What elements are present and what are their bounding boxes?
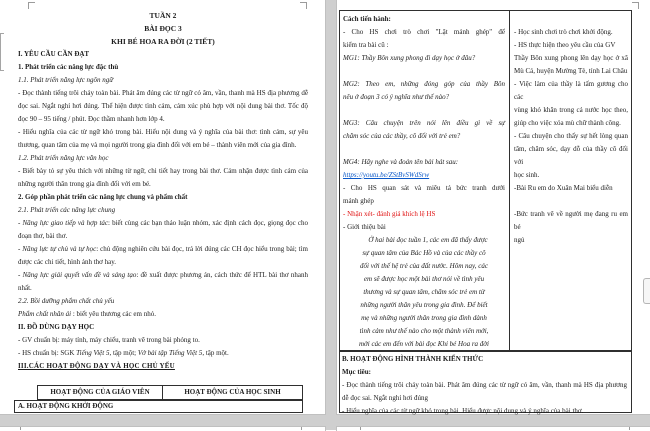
paragraph [18, 269, 308, 295]
paragraph: - Biết bày tỏ sự yêu thích với những từ ngữ, chi tiết hay trong bài thơ. Cảm nhận được tình cảm của những người thân trong gia đình đối với em bé. [18, 167, 308, 188]
paragraph [343, 169, 505, 182]
paragraph: II. ĐỒ DÙNG DẠY HỌC [18, 323, 95, 331]
paragraph: - Hiểu nghĩa của các từ ngữ khó trong bài. Hiểu được nội dung và ý nghĩa của bài thơ. [342, 407, 584, 415]
paragraph: nêu ở đoạn 3 có ý nghĩa như thế nào? [343, 93, 450, 101]
paragraph: tình cảm như thế nào cho một thành viên mới, [359, 327, 489, 335]
paragraph: - Đọc thành tiếng trôi chảy toàn bài. Phát âm đúng các từ ngữ có âm, vần, thanh mà HS địa phương dễ đọc sai. Ngắt nghỉ hơi đúng [342, 381, 627, 402]
paragraph: 2. Góp phần phát triển các năng lực chung và phẩm chất [18, 193, 188, 201]
paragraph: MG1: Thầy Bôn xung phong đi dạy học ở đâu? [343, 54, 476, 62]
paragraph: ngủ [514, 236, 525, 244]
text-run: : đề xuất được phương án, cách thức để HTL bài thơ nhanh nhất. [18, 271, 308, 292]
paragraph: -Bức tranh vẽ về người mẹ đang ru em bé [514, 210, 628, 231]
paragraph: Thầy Bôn xung phong lên dạy học ở xã [514, 54, 628, 62]
text-run: - [18, 219, 23, 227]
paragraph [18, 243, 308, 269]
paragraph: Cách tiến hành: [343, 15, 391, 23]
paragraph: - Học sinh chơi trò chơi khởi động. [514, 28, 613, 36]
paragraph: giúp cho việc xóa mù chữ thành công. [514, 119, 621, 127]
header-cell-student: HOẠT ĐỘNG CỦA HỌC SINH [184, 388, 281, 396]
paragraph: 2.1. Phát triển các năng lực chung [18, 206, 116, 214]
paragraph: - Việc làm của thầy là tấm gương cho các [514, 80, 628, 101]
text-boundary-mark [28, 2, 35, 9]
paragraph: Mù Cả, huyện Mường Tè, tỉnh Lai Châu [514, 67, 628, 75]
paragraph: em sẽ được học một bài thơ nói về tình yêu [363, 275, 485, 283]
text-run: - HS chuẩn bị: SGK [18, 349, 77, 357]
teacher-activity-cell [343, 13, 505, 351]
next-page-edge-left [0, 427, 325, 431]
paragraph: 1. Phát triển các năng lực đặc thù [18, 63, 119, 71]
paragraph: kiểm tra bài cũ : [343, 41, 389, 49]
text-run: : biết yêu thương các em nhỏ. [71, 310, 156, 318]
text-run: : chủ động nghiên cứu bài đọc, trả lời đúng các CH đọc hiểu trong bài; tìm được các chi tiết, hình ảnh thơ hay. [18, 245, 308, 266]
paragraph: - Cho HS chơi trò chơi "Lật mảnh ghép" để [343, 28, 505, 36]
paragraph: 2.2. Bồi dưỡng phẩm chất chủ yếu [18, 297, 115, 305]
text-run: Năng lực giao tiếp và hợp tác [22, 219, 109, 227]
activities-table-row-a: A. HOẠT ĐỘNG KHỞI ĐỘNG [14, 400, 303, 413]
paragraph: thương và sự quan tâm, chăm sóc trẻ em từ [363, 288, 485, 296]
paragraph [18, 308, 308, 321]
paragraph [514, 195, 628, 208]
paragraph: KHI BÉ HOA RA ĐỜI (2 TIẾT) [111, 37, 215, 46]
paragraph [18, 347, 308, 360]
next-page-edge-right [337, 427, 650, 431]
text-run: Năng lực tự chủ và tự học [22, 245, 97, 253]
paragraph: mẹ và những người thân trong gia đình dành [361, 314, 487, 322]
paragraph: B. HOẠT ĐỘNG HÌNH THÀNH KIẾN THỨC [342, 355, 484, 363]
paragraph: - Hiểu nghĩa của các từ ngữ khó trong bài. Hiểu nội dung và ý nghĩa của bài thơ: tình cảm, sự yêu thương, quan tâm của mẹ và mọi người trong gia đình đối với em bé – thành viên mới của gia đình. [18, 128, 308, 149]
paragraph: Mục tiêu: [342, 368, 371, 376]
text-boundary-mark [300, 2, 307, 9]
paragraph: đối với thế hệ trẻ của đất nước. Hôm nay, các [360, 262, 488, 270]
paragraph [514, 13, 628, 26]
paragraph: sự quan tâm của Bác Hồ và của các thầy cô [362, 249, 486, 257]
page-left [0, 0, 325, 414]
vertical-ruler-fragment [0, 33, 1, 71]
paragraph: BÀI ĐỌC 3 [144, 24, 182, 33]
paragraph: 1.2. Phát triển năng lực văn học [18, 154, 109, 162]
paragraph: 1.1. Phát triển năng lực ngôn ngữ [18, 76, 114, 84]
text-run: Tiếng Việt 5 [76, 349, 110, 357]
text-boundary-mark [632, 2, 639, 9]
paragraph: I. YÊU CẦU CẦN ĐẠT [18, 50, 90, 58]
paragraph: những người thân yêu trong gia đình. Để biết [360, 301, 488, 309]
text-run: , tập một; [109, 349, 138, 357]
paragraph: vùng khó khăn trong cả nước học theo, [514, 106, 628, 114]
paragraph [343, 65, 505, 78]
page-right [337, 0, 650, 414]
paragraph: mời các em đến với bài đọc Khi bé Hoa ra đời [359, 340, 489, 348]
paragraph: - HS thực hiện theo yêu cầu của GV [514, 41, 616, 49]
paragraph: TUẦN 2 [149, 11, 177, 20]
youtube-link[interactable]: https://youtu.be/ZStBvSWdSrw [343, 171, 430, 179]
paragraph: - Nhận xét- đánh giá khích lệ HS [343, 210, 436, 218]
header-cell-teacher: HOẠT ĐỘNG CỦA GIÁO VIÊN [38, 386, 163, 399]
text-run: - [18, 271, 23, 279]
paragraph: học sinh. [514, 171, 540, 179]
paragraph [343, 143, 505, 156]
paragraph: - Đọc thành tiếng trôi chảy toàn bài. Phát âm đúng các từ ngữ có âm, vần, thanh mà HS địa phương dễ đọc sai. Ngắt nghỉ hơi đúng. Thể hiện được tình cảm, cảm xúc phù hợp với nội dung bài thơ. Tốc độ đọc 90 – 95 tiếng / phút. Đọc thầm nhanh hơn lớp 4. [18, 89, 308, 123]
paragraph: MG2: Theo em, những đóng góp của thầy Bôn [343, 80, 505, 88]
paragraph: - Giới thiệu bài [343, 223, 386, 231]
section-b-cell [342, 353, 627, 418]
paragraph: mảnh ghép [343, 197, 374, 205]
text-run: Năng lực giải quyết vấn đề và sáng tạo [22, 271, 137, 279]
paragraph: tâm, chăm sóc, dạy dỗ của thầy cô đối với [514, 145, 628, 166]
scroll-widget[interactable] [643, 278, 650, 304]
paragraph: -Bài Ru em do Xuân Mai biểu diễn [514, 184, 613, 192]
text-run: , tập một. [202, 349, 229, 357]
paragraph: Ở hai bài đọc tuần 1, các em đã thấy được [368, 236, 488, 244]
text-run: Phẩm chất nhân ái [18, 310, 72, 318]
text-run: : biết cùng các bạn thảo luận nhóm, xác định cách đọc, giọng đọc cho đoạn thơ, bài thơ. [18, 219, 308, 240]
paragraph: - Cho HS quan sát và miêu tả bức tranh dưới [343, 184, 505, 192]
paragraph: - Câu chuyện cho thấy sự hết lòng quan [514, 132, 628, 140]
student-activity-cell [514, 13, 628, 247]
lesson-table-column-divider [509, 10, 510, 351]
paragraph: - GV chuẩn bị: máy tính, máy chiếu, tranh vẽ trong bài phóng to. [18, 336, 200, 344]
text-run: Vở bài tập Tiếng Việt 5 [137, 349, 203, 357]
paragraph: III.CÁC HOẠT ĐỘNG DẠY VÀ HỌC CHỦ YẾU [18, 362, 175, 370]
paragraph: MG4: Hãy nghe và đoán tên bài hát sau: [343, 158, 459, 166]
text-run: - [18, 245, 23, 253]
paragraph [343, 104, 505, 117]
paragraph [18, 217, 308, 243]
paragraph: chăm sóc của các thầy, cô đối với trẻ em? [343, 132, 461, 140]
paragraph: MG3: Câu chuyện trên nói lên điều gì về sự [343, 119, 505, 127]
left-page-body [18, 9, 308, 374]
activities-table-header [37, 385, 303, 400]
